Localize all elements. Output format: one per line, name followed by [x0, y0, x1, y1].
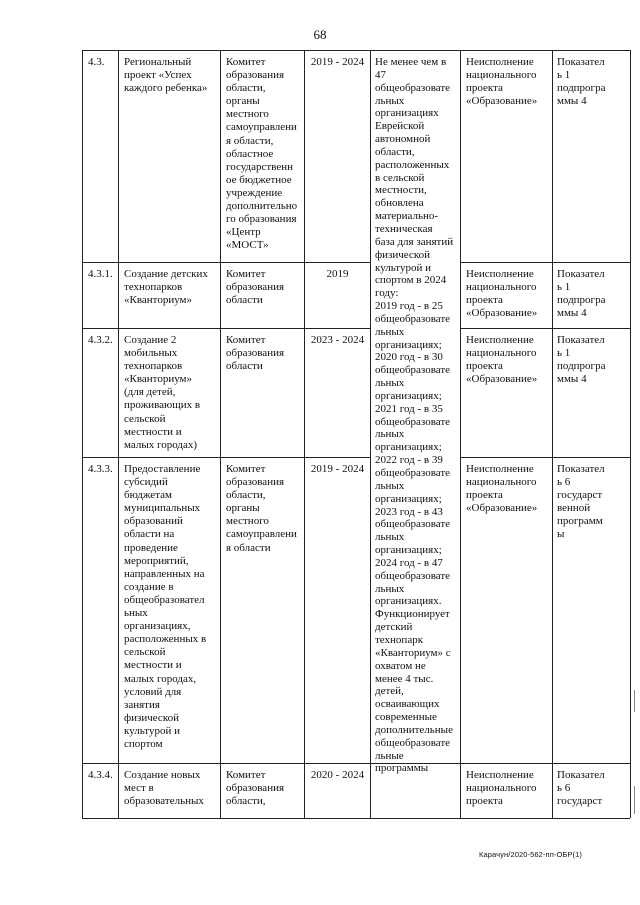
- activity-name: Создание новых мест в образовательных: [124, 769, 204, 808]
- row-number: 4.3.2.: [88, 334, 113, 346]
- row-divider: [460, 457, 630, 458]
- period: 2020 - 2024: [310, 769, 365, 781]
- period: 2019 - 2024: [310, 463, 365, 475]
- table-border-bottom: [82, 818, 630, 819]
- row-divider: [82, 457, 370, 458]
- risk: Неисполнение национального проекта «Образование»: [466, 463, 538, 515]
- column-divider: [552, 50, 553, 818]
- activity-name: Предоставление субсидий бюджетам муниципальных образований области на проведение мероприятий, направленных на создание в общеобразовател ьных организациях, расположенных в сельской местности и малых городах, условий для занятия физической культурой и спортом: [124, 463, 207, 750]
- indicator: Показател ь 1 подпрогра ммы 4: [557, 268, 606, 320]
- indicator: Показател ь 6 государст: [557, 769, 605, 808]
- executor: Комитет образования области, органы местного самоуправлени я области, областное государственн ое бюджетное учреждение дополнительно го образования «Центр «МОСТ»: [226, 56, 298, 252]
- risk: Неисполнение национального проекта «Образование»: [466, 268, 538, 320]
- executor: Комитет образования области: [226, 268, 285, 307]
- executor: Комитет образования области, органы местного самоуправлени я области: [226, 463, 297, 554]
- row-divider: [82, 328, 370, 329]
- page-number: 68: [313, 27, 327, 42]
- row-number: 4.3.: [88, 56, 105, 68]
- period: 2019 - 2024: [310, 56, 365, 68]
- column-divider: [220, 50, 221, 818]
- risk: Неисполнение национального проекта: [466, 769, 537, 808]
- row-divider: [460, 262, 630, 263]
- column-divider: [304, 50, 305, 818]
- row-number: 4.3.1.: [88, 268, 113, 280]
- risk: Неисполнение национального проекта «Образование»: [466, 56, 538, 108]
- risk: Неисполнение национального проекта «Образование»: [466, 334, 538, 386]
- column-divider: [118, 50, 119, 818]
- row-divider: [82, 763, 630, 764]
- indicator: Показател ь 6 государст венной программ ы: [557, 463, 605, 541]
- scan-artifact: [634, 690, 635, 712]
- period: 2019: [326, 268, 349, 280]
- scan-artifact: [634, 786, 635, 814]
- activity-name: Создание детских технопарков «Кванториум»: [124, 268, 208, 307]
- indicator: Показател ь 1 подпрогра ммы 4: [557, 334, 606, 386]
- row-divider: [82, 262, 370, 263]
- table-border-top: [82, 50, 630, 51]
- document-footer-code: Карачун/2020-562-пп-ОБР(1): [479, 850, 582, 859]
- period: 2023 - 2024: [310, 334, 365, 346]
- row-divider: [460, 328, 630, 329]
- indicator: Показател ь 1 подпрогра ммы 4: [557, 56, 606, 108]
- activity-name: Региональный проект «Успех каждого ребенка»: [124, 56, 208, 95]
- executor: Комитет образования области,: [226, 769, 285, 808]
- row-number: 4.3.4.: [88, 769, 113, 781]
- activity-name: Создание 2 мобильных технопарков «Кванториум» (для детей, проживающих в сельской местности и малых городах): [124, 334, 201, 451]
- column-divider: [82, 50, 83, 818]
- executor: Комитет образования области: [226, 334, 285, 373]
- expected-result: Не менее чем в 47 общеобразовате льных организациях Еврейской автономной области, расположенных в сельской местности, обновлена материально- техническая база для занятий физической культурой и спортом в 2024 году: 2019 год - в 25 общеобразовате льных организациях; 2020 год - в 30 общеобразовате льных организациях; 2021 год - в 35 общеобразовате льных организациях; 2022 год - в 39 общеобразовате льных организациях; 2023 год - в 43 общеобразовате льных организациях; 2024 год - в 47 общеобразовате льных организациях. Функционирует детский технопарк «Кванториум» с охватом не менее 4 тыс. детей, осваивающих современные дополнительные общеобразовате льные программы: [375, 56, 454, 775]
- row-number: 4.3.3.: [88, 463, 113, 475]
- column-divider: [370, 50, 371, 818]
- table-border-right: [630, 50, 631, 818]
